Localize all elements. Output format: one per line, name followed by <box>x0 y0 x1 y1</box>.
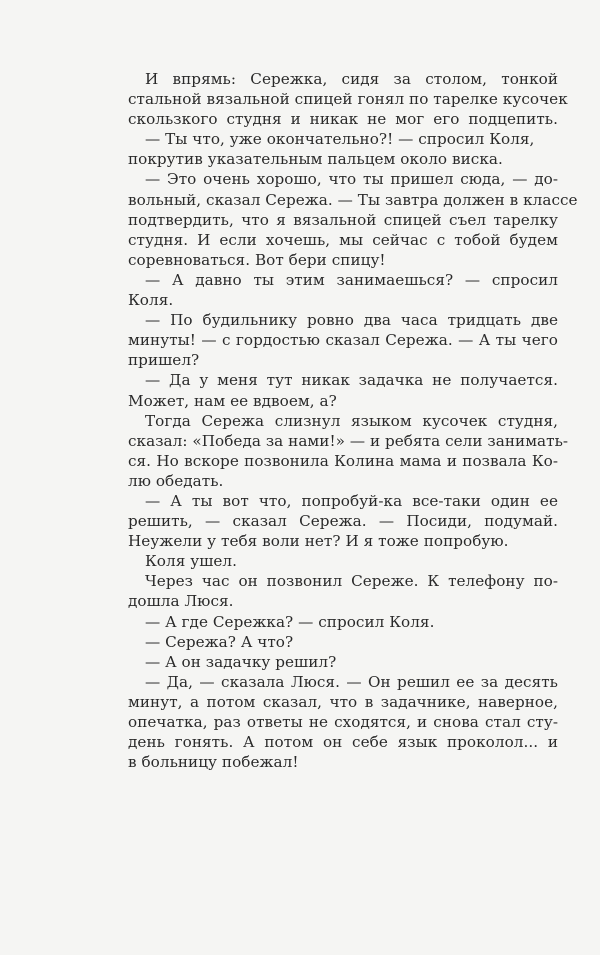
text-line: ся. Но вскоре позвонила Колина мама и позвала Ко- <box>128 451 558 470</box>
text-line: соревноваться. Вот бери спицу! <box>128 250 386 269</box>
text-line: в больницу побежал! <box>128 753 299 772</box>
text-line: минут, а потом сказал, что в задачнике, наверное, <box>128 692 558 711</box>
text-line: лю обедать. <box>128 471 224 490</box>
text-line: скользкого студня и никак не мог его подцепить. <box>128 110 558 129</box>
text-line: Тогда Сережа слизнул языком кусочек студня, <box>145 411 558 430</box>
text-line: — Да у меня тут никак задачка не получается. <box>145 371 558 390</box>
text-line: Коля. <box>128 291 174 310</box>
text-line: — А он задачку решил? <box>145 652 337 671</box>
text-line: опечатка, раз ответы не сходятся, и снова стал сту- <box>128 713 558 731</box>
text-line: вольный, сказал Сережа. — Ты завтра должен в классе <box>128 190 578 209</box>
story-text <box>128 69 578 772</box>
text-line: Может, нам ее вдвоем, а? <box>128 391 337 410</box>
text-line: решить, — сказал Сережа. — Посиди, подумай. <box>128 512 558 531</box>
text-line: И впрямь: Сережка, сидя за столом, тонкой <box>145 70 558 88</box>
text-line: — Ты что, уже окончательно?! — спросил Коля, <box>145 130 535 149</box>
text-line: Коля ушел. <box>145 552 237 571</box>
text-line: — А давно ты этим занимаешься? — спросил <box>145 270 558 289</box>
text-line: — А ты вот что, попробуй-ка все-таки один ее <box>145 491 558 510</box>
text-line: — Да, — сказала Люся. — Он решил ее за десять <box>145 672 558 691</box>
text-line: сказал: «Победа за нами!» — и ребята сели занимать- <box>128 431 569 450</box>
text-line: Неужели у тебя воли нет? И я тоже попробую. <box>128 532 509 551</box>
text-line: — Это очень хорошо, что ты пришел сюда, — до- <box>145 170 558 189</box>
text-line: день гонять. А потом он себе язык проколол... и <box>128 733 558 752</box>
text-line: покрутив указательным пальцем около виска. <box>128 150 503 169</box>
text-line: дошла Люся. <box>128 592 234 611</box>
text-line: подтвердить, что я вязальной спицей съел тарелку <box>128 210 558 229</box>
text-line: — Сережа? А что? <box>145 632 294 651</box>
text-line: минуты! — с гордостью сказал Сережа. — А ты чего <box>128 331 558 350</box>
text-line: стальной вязальной спицей гонял по тарелке кусочек <box>128 90 568 109</box>
text-line: пришел? <box>128 351 200 370</box>
text-line: студня. И если хочешь, мы сейчас с тобой будем <box>128 230 558 249</box>
text-line: — А где Сережка? — спросил Коля. <box>145 612 435 631</box>
text-line: — По будильнику ровно два часа тридцать две <box>145 311 558 330</box>
text-line: Через час он позвонил Сереже. К телефону по- <box>145 572 558 591</box>
